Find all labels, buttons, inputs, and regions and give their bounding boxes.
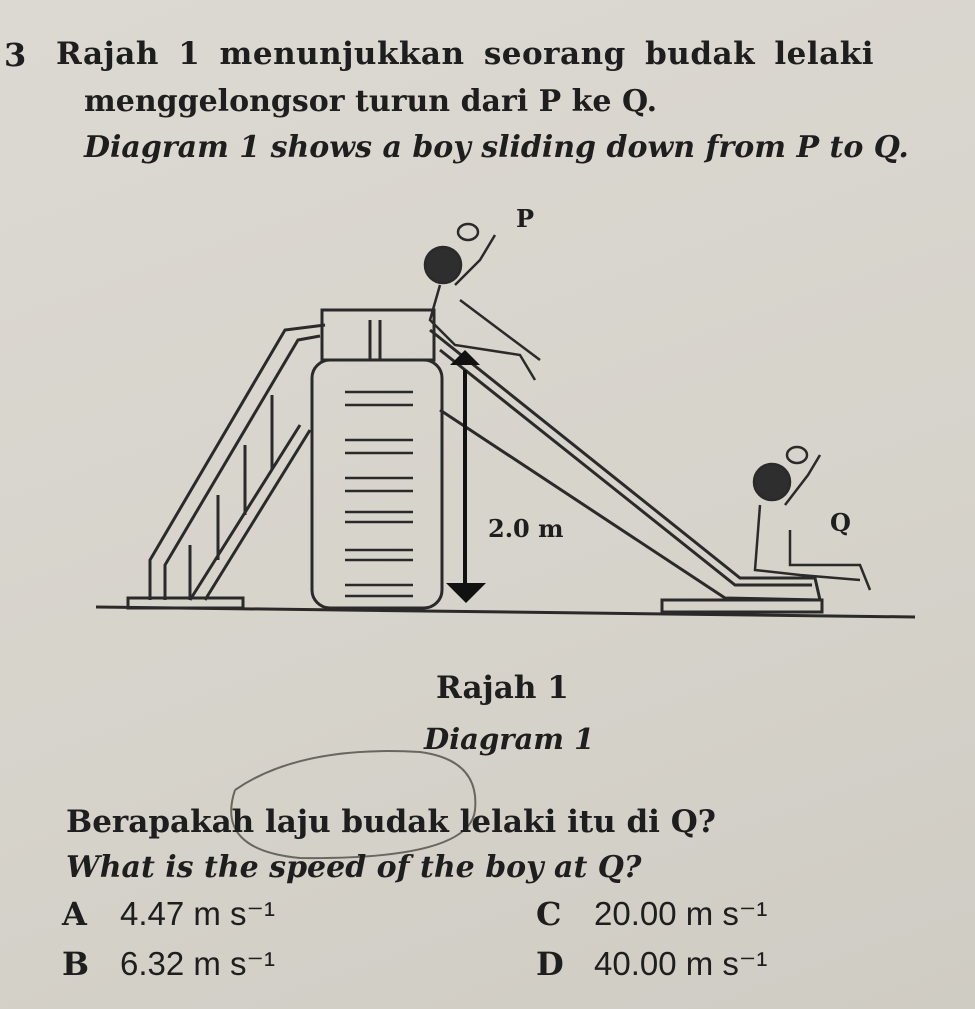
option-c[interactable]	[536, 894, 767, 933]
prompt-english: What is the speed of the boy at Q?	[66, 850, 642, 885]
diagram-caption-malay: Rajah 1	[436, 670, 569, 706]
option-value: 20.00 m s⁻¹	[594, 895, 768, 932]
point-p-label: P	[516, 204, 535, 233]
option-key: D	[536, 945, 564, 983]
option-key: A	[62, 895, 87, 933]
option-value: 40.00 m s⁻¹	[594, 945, 768, 982]
boy-at-q-figure	[754, 447, 870, 590]
option-key: C	[536, 895, 562, 933]
question-text-malay-line2: menggelongsor turun dari P ke Q.	[84, 84, 658, 119]
boy-at-p-figure	[425, 224, 540, 380]
option-d[interactable]	[536, 944, 767, 983]
question-number: 3	[4, 36, 27, 74]
prompt-malay: Berapakah laju budak lelaki itu di Q?	[66, 804, 716, 840]
height-label: 2.0 m	[488, 514, 564, 543]
question-text-english: Diagram 1 shows a boy sliding down from P to Q.	[84, 130, 909, 165]
option-value: 6.32 m s⁻¹	[120, 945, 275, 982]
option-b[interactable]	[62, 944, 275, 983]
diagram-caption-english: Diagram 1	[424, 722, 595, 756]
option-a[interactable]	[62, 894, 275, 933]
point-q-label: Q	[830, 508, 851, 537]
option-key: B	[62, 945, 90, 983]
question-text-malay-line1: Rajah 1 menunjukkan seorang budak lelaki	[56, 36, 874, 72]
option-value: 4.47 m s⁻¹	[120, 895, 275, 932]
